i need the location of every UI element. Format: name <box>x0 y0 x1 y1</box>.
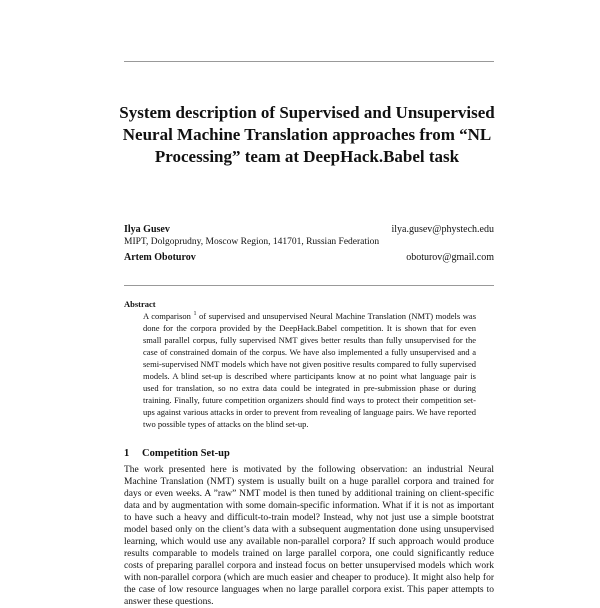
abstract-text: of supervised and unsupervised Neural Machine Translation (NMT) models was done for the corpora provided by the DeepHack.Babel competition. It is shown that for even small parallel corpus, fully supervised NMT gives better results than fully unsupervised for the case of constrained domain of the corpus. We have also implemented a fully unsupervised and a semi-supervised NMT models which have not given positive results compared to fully supervised models. A blind set-up is described where participants know at no point what language pair is used for translation, so no extra data could be integrated in pre-submission phase or during training. Finally, future competition organizers should find ways to protect their competition set-ups against various attacks in order to prevent from revealing of language pairs. We have reported two possible types of attacks on the blind set-up. <box>143 311 477 429</box>
abstract-rule <box>124 285 494 286</box>
author-2 <box>124 251 494 264</box>
footnote-marker: 1 <box>193 311 197 318</box>
top-rule <box>124 61 494 62</box>
section-heading <box>124 447 230 460</box>
abstract-heading: Abstract <box>124 299 156 309</box>
section-title: Competition Set-up <box>142 448 230 459</box>
section-number: 1 <box>124 448 130 459</box>
abstract-body <box>143 310 476 430</box>
paper-title: System description of Supervised and Unsupervised Neural Machine Translation approaches from “NL Processing” team at DeepHack.Babel task <box>119 103 495 166</box>
author-2-email: oboturov@gmail.com <box>406 252 494 263</box>
section-body: The work presented here is motivated by the following observation: an industrial Neural Machine Translation (NMT) system is usually built on a huge parallel corpora and trained for days or even weeks. A ”raw” NMT model is then tuned by additional training on client-specific data and by augmentation with some domain-specific information. What if it is not as important to have such a heavy and difficult-to-train model? Instead, why not just use a simple bootstrat model based only on the client’s data with a subsequent augmentation done using unsupervised learning, which would use any available non-parallel corpora? If such approach would produce results comparable to models trained on large parallel corpora, one could significantly reduce costs of preparing parallel corpora and instead focus on better unsupervised models which work with non-parallel corpora (which are much easier and cheaper to produce). It might also help for the case of low resource languages when no large parallel corpora exist. This paper attempts to answer these questions. <box>124 465 494 607</box>
author-1 <box>124 223 494 236</box>
author-1-name: Ilya Gusev <box>124 224 170 235</box>
author-1-email: ilya.gusev@phystech.edu <box>391 224 494 235</box>
abstract-text-start: A comparison <box>143 311 191 321</box>
author-2-name: Artem Oboturov <box>124 252 196 263</box>
author-1-affiliation: MIPT, Dolgoprudny, Moscow Region, 141701, Russian Federation <box>124 237 380 247</box>
